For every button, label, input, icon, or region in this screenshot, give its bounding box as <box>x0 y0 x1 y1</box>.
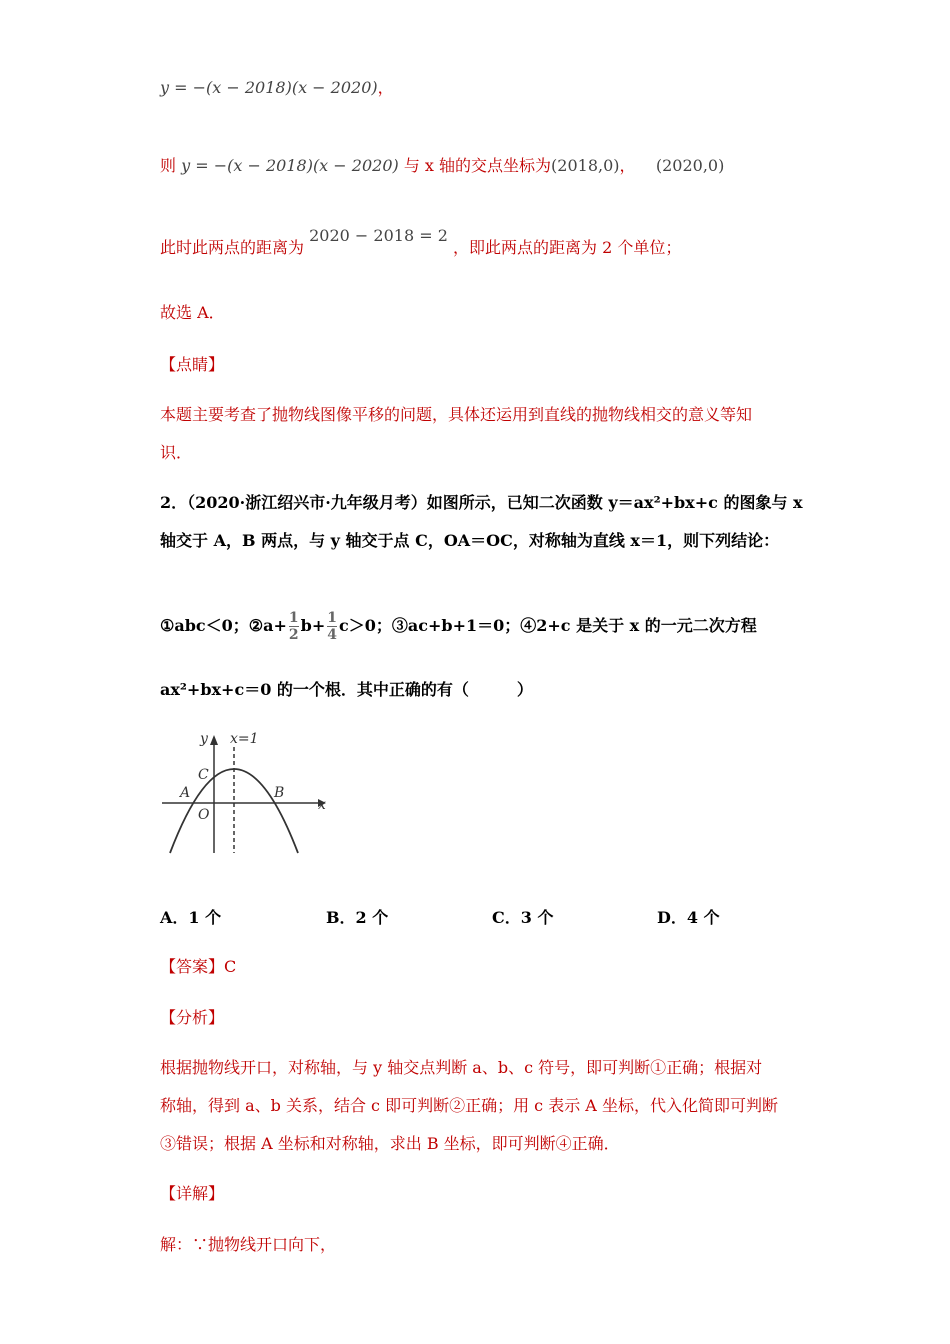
analysis-line-1: 根据抛物线开口，对称轴，与 y 轴交点判断 a、b、c 符号，即可判断①正确；根据对 <box>160 1058 763 1077</box>
text: c＞0；③ac+b+1＝0；④2+c 是关于 x 的一元二次方程 <box>339 616 757 635</box>
analysis-line-3: ③错误；根据 A 坐标和对称轴，求出 B 坐标，即可判断④正确． <box>160 1134 620 1153</box>
question-2-line-2: 轴交于 A，B 两点，与 y 轴交于点 C，OA＝OC，对称轴为直线 x＝1，则下列结论： <box>160 531 780 550</box>
text: 此时此两点的距离为 <box>160 238 305 257</box>
punct: ， <box>377 78 394 97</box>
detail-line-1: 解：∵抛物线开口向下， <box>160 1235 337 1254</box>
detail-title: 【详解】 <box>160 1184 225 1203</box>
text: 则 <box>160 156 177 175</box>
symmetry-label: x=1 <box>230 731 259 747</box>
x-label: x <box>318 797 326 813</box>
option-d[interactable]: D．4 个 <box>657 908 720 927</box>
formula: y = −(x − 2018)(x − 2020) <box>181 156 399 175</box>
numerator: 1 <box>288 610 299 626</box>
fraction-quarter <box>327 610 337 643</box>
numerator: 1 <box>327 610 337 626</box>
summary-line-1: 本题主要考查了抛物线图像平移的问题，具体还运用到直线的抛物线相交的意义等知 <box>160 405 753 424</box>
option-c[interactable]: C．3 个 <box>492 908 554 927</box>
point-2: (2020,0) <box>655 156 725 175</box>
summary-line-2: 识． <box>160 443 193 462</box>
point-b-label: B <box>274 785 285 801</box>
solution-line-3 <box>160 226 682 258</box>
fraction-half <box>289 610 299 643</box>
solution-line-2 <box>160 156 724 176</box>
analysis-title: 【分析】 <box>160 1008 225 1027</box>
solution-line-1 <box>160 78 394 98</box>
formula: 2020 − 2018 = 2 <box>309 226 448 245</box>
answer: 【答案】C <box>160 957 237 976</box>
denominator: 4 <box>327 627 337 643</box>
analysis-line-2: 称轴，得到 a、b 关系，结合 c 即可判断②正确；用 c 表示 A 坐标，代入化简即可判断 <box>160 1096 778 1115</box>
point-a-label: A <box>180 785 191 801</box>
point-c-label: C <box>198 767 209 783</box>
question-2-line-1: 2．（2020·浙江绍兴市·九年级月考）如图所示，已知二次函数 y＝ax²+bx+c 的图象与 x <box>160 493 803 512</box>
solution-line-4: 故选 A． <box>160 303 225 322</box>
option-b[interactable]: B．2 个 <box>326 908 389 927</box>
question-2-line-4: ax²+bx+c＝0 的一个根．其中正确的有（ ） <box>160 680 533 699</box>
option-a[interactable]: A．1 个 <box>160 908 222 927</box>
y-label: y <box>200 731 208 747</box>
text: ， <box>619 156 636 175</box>
section-dianjing: 【点睛】 <box>160 355 225 374</box>
y-axis-arrow <box>210 735 218 745</box>
question-2-line-3 <box>160 606 757 646</box>
formula: y = −(x − 2018)(x − 2020) <box>160 78 378 97</box>
text: ，即此两点的距离为 2 个单位； <box>452 238 682 257</box>
origin-label: O <box>198 807 210 823</box>
text: 与 x 轴的交点坐标为 <box>403 156 552 175</box>
text: b+ <box>300 616 326 635</box>
parabola-figure <box>160 725 340 860</box>
text: ①abc＜0；②a+ <box>160 616 287 635</box>
denominator: 2 <box>288 627 299 643</box>
point-1: (2018,0) <box>551 156 620 175</box>
